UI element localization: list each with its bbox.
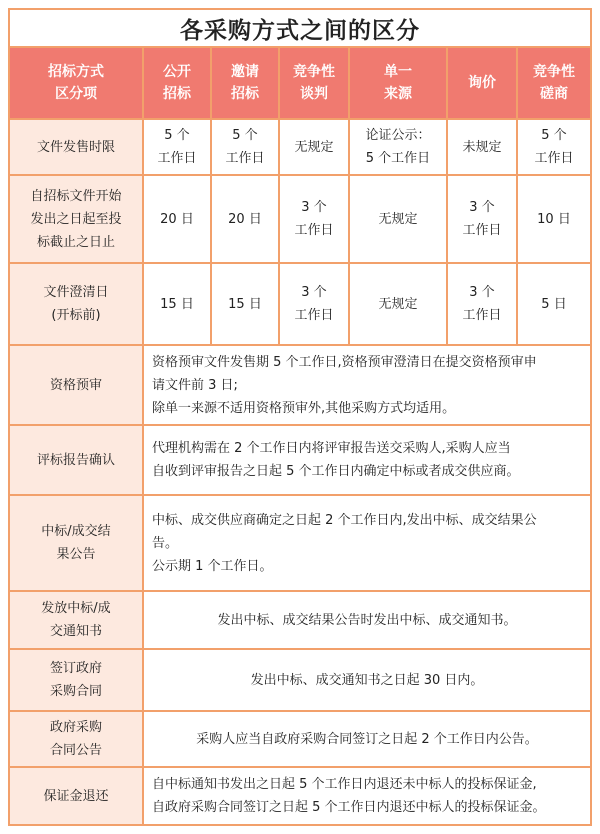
cell-text — [37, 136, 115, 159]
cell-text — [231, 61, 259, 105]
cell-line: 采购合同 — [49, 684, 102, 699]
cell-line: 果公告 — [56, 547, 96, 562]
cell-line: 20 日 — [160, 211, 194, 227]
cell-line: 磋商 — [540, 86, 568, 102]
cell-text — [157, 124, 196, 170]
cell-line: 5 个 — [164, 128, 190, 143]
cell-line: 无规定 — [378, 211, 418, 227]
cell-line: 资格预审 — [49, 377, 102, 393]
cell-line: 招标 — [231, 86, 259, 102]
table-cell — [448, 120, 518, 176]
cell-line: 自招标文件开始 — [30, 188, 122, 204]
cell-text — [534, 124, 573, 170]
row-content-result-notice — [144, 496, 590, 592]
cell-text — [228, 293, 262, 316]
cell-text — [152, 437, 520, 483]
header-competitive-consultation — [518, 48, 590, 120]
cell-text — [294, 136, 333, 159]
cell-line: 交通知书 — [49, 624, 102, 639]
cell-text — [43, 281, 108, 327]
row-label-award-letter — [10, 592, 144, 650]
row-content-award-letter — [144, 592, 590, 650]
cell-line: 工作日 — [462, 223, 502, 238]
cell-line: 20 日 — [228, 211, 262, 227]
cell-line: 邀请 — [231, 64, 259, 80]
cell-line: 询价 — [468, 75, 496, 91]
table-cell — [518, 176, 590, 264]
cell-text — [160, 208, 194, 231]
cell-line: 3 个 — [469, 200, 495, 215]
cell-text — [43, 785, 108, 808]
row-label-report-confirm — [10, 426, 144, 496]
header-competitive-negotiation — [280, 48, 350, 120]
table-cell — [280, 176, 350, 264]
cell-line: 告。 — [152, 535, 179, 551]
cell-text — [294, 196, 333, 242]
row-content-contract-notice — [144, 712, 590, 768]
cell-text — [462, 136, 501, 159]
cell-text — [152, 509, 537, 578]
table-cell — [280, 120, 350, 176]
cell-line: 除单一来源不适用资格预审外,其他采购方式均适用。 — [152, 400, 456, 416]
header-invited-tender — [212, 48, 280, 120]
cell-text — [533, 61, 575, 105]
cell-line: 无规定 — [294, 139, 334, 155]
table-cell — [280, 264, 350, 346]
cell-line: 未规定 — [462, 139, 502, 155]
cell-text — [462, 281, 501, 327]
cell-line: 5 日 — [541, 296, 567, 312]
cell-line: 10 日 — [537, 211, 571, 227]
cell-line: 15 日 — [160, 296, 194, 312]
cell-line: 采购人应当自政府采购合同签订之日起 2 个工作日内公告。 — [196, 731, 538, 747]
cell-line: 标截止之日止 — [36, 234, 115, 250]
cell-line: 发出中标、成交结果公告时发出中标、成交通知书。 — [217, 612, 517, 628]
header-open-tender — [144, 48, 212, 120]
cell-text — [217, 609, 516, 632]
cell-line: 请文件前 3 日; — [152, 377, 238, 393]
table-cell — [350, 176, 448, 264]
cell-text — [196, 728, 538, 751]
cell-line: 自收到评审报告之日起 5 个工作日内确定中标或者成交供应商。 — [152, 464, 520, 479]
cell-line: 合同公告 — [49, 743, 102, 758]
cell-line: 3 个 — [469, 285, 495, 300]
row-label-deposit-refund — [10, 768, 144, 824]
row-content-deposit-refund — [144, 768, 590, 824]
header-single-source — [350, 48, 448, 120]
table-cell — [350, 120, 448, 176]
cell-text — [30, 185, 121, 254]
cell-line: 工作日 — [462, 308, 502, 323]
table-cell — [518, 120, 590, 176]
cell-line: 5 个 — [232, 128, 258, 143]
cell-text — [160, 293, 194, 316]
cell-line: 无规定 — [378, 296, 418, 312]
cell-text — [378, 293, 417, 316]
header-inquiry — [448, 48, 518, 120]
cell-line: 中标/成交结 — [41, 524, 111, 539]
row-content-sign-contract — [144, 650, 590, 712]
row-content-prequalification — [144, 346, 590, 426]
table-cell — [212, 176, 280, 264]
row-label-bid-deadline — [10, 176, 144, 264]
cell-line: 竞争性 — [293, 64, 335, 80]
row-label-sign-contract — [10, 650, 144, 712]
cell-line: 资格预审文件发售期 5 个工作日,资格预审澄清日在提交资格预审申 — [152, 354, 537, 370]
table-title: 各采购方式之间的区分 — [10, 10, 590, 48]
cell-text — [37, 449, 115, 472]
cell-line: 单一 — [384, 64, 412, 80]
cell-line: 签订政府 — [49, 661, 102, 676]
cell-line: 招标 — [163, 86, 191, 102]
table-cell — [144, 264, 212, 346]
cell-line: 招标方式 — [48, 64, 104, 80]
row-content-report-confirm — [144, 426, 590, 496]
cell-line: 工作日 — [294, 223, 334, 238]
cell-line: 3 个 — [301, 200, 327, 215]
cell-line: 工作日 — [157, 151, 197, 166]
row-label-prequalification — [10, 346, 144, 426]
cell-line: 自中标通知书发出之日起 5 个工作日内退还未中标人的投标保证金, — [152, 777, 537, 792]
row-label-contract-notice — [10, 712, 144, 768]
cell-line: 发放中标/成 — [41, 601, 111, 616]
cell-text — [541, 293, 566, 316]
cell-text — [251, 669, 484, 692]
cell-text — [163, 61, 191, 105]
cell-line: 评标报告确认 — [36, 452, 115, 468]
row-label-sale-period — [10, 120, 144, 176]
cell-text — [384, 61, 412, 105]
header-category — [10, 48, 144, 120]
cell-text — [152, 351, 537, 420]
cell-line: 公开 — [163, 64, 191, 80]
cell-line: 工作日 — [225, 151, 265, 166]
cell-line: 自政府采购合同签订之日起 5 个工作日内退还中标人的投标保证金。 — [152, 800, 546, 815]
cell-line: 区分项 — [55, 86, 97, 102]
cell-text — [50, 657, 102, 703]
cell-line: 5 个 — [541, 128, 567, 143]
row-label-clarification — [10, 264, 144, 346]
cell-text — [225, 124, 264, 170]
cell-line: 来源 — [384, 86, 412, 102]
cell-line: 代理机构需在 2 个工作日内将评审报告送交采购人,采购人应当 — [152, 441, 511, 456]
cell-text — [48, 61, 104, 105]
cell-text — [365, 124, 430, 170]
cell-line: 工作日 — [534, 151, 574, 166]
cell-line: 3 个 — [301, 285, 327, 300]
cell-line: 中标、成交供应商确定之日起 2 个工作日内,发出中标、成交结果公 — [152, 512, 537, 528]
cell-line: 发出中标、成交通知书之日起 30 日内。 — [250, 672, 484, 688]
cell-text — [41, 597, 110, 643]
table-cell — [350, 264, 448, 346]
cell-text — [462, 196, 501, 242]
cell-text — [41, 520, 110, 566]
cell-line: 15 日 — [228, 296, 262, 312]
cell-text — [50, 374, 102, 397]
table-cell — [212, 120, 280, 176]
cell-text — [294, 281, 333, 327]
cell-line: 文件发售时限 — [36, 139, 115, 155]
cell-line: 文件澄清日 — [43, 285, 109, 300]
cell-line: (开标前) — [51, 308, 101, 323]
cell-text — [468, 72, 496, 94]
cell-text — [228, 208, 262, 231]
cell-text — [152, 773, 546, 819]
table-cell — [144, 176, 212, 264]
table-cell — [448, 264, 518, 346]
row-label-result-notice — [10, 496, 144, 592]
cell-line: 工作日 — [294, 308, 334, 323]
table-cell — [212, 264, 280, 346]
cell-line: 谈判 — [300, 86, 328, 102]
cell-text — [293, 61, 335, 105]
cell-line: 论证公示： — [365, 128, 431, 143]
comparison-table — [8, 8, 592, 826]
cell-line: 5 个工作日 — [365, 151, 431, 166]
cell-line: 公示期 1 个工作日。 — [152, 558, 273, 574]
cell-line: 保证金退还 — [43, 788, 109, 804]
table-cell — [448, 176, 518, 264]
cell-text — [537, 208, 571, 231]
cell-text — [50, 716, 102, 762]
cell-line: 竞争性 — [533, 64, 575, 80]
cell-line: 发出之日起至投 — [30, 211, 122, 227]
cell-line: 政府采购 — [49, 720, 102, 735]
cell-text — [378, 208, 417, 231]
table-cell — [144, 120, 212, 176]
table-cell — [518, 264, 590, 346]
